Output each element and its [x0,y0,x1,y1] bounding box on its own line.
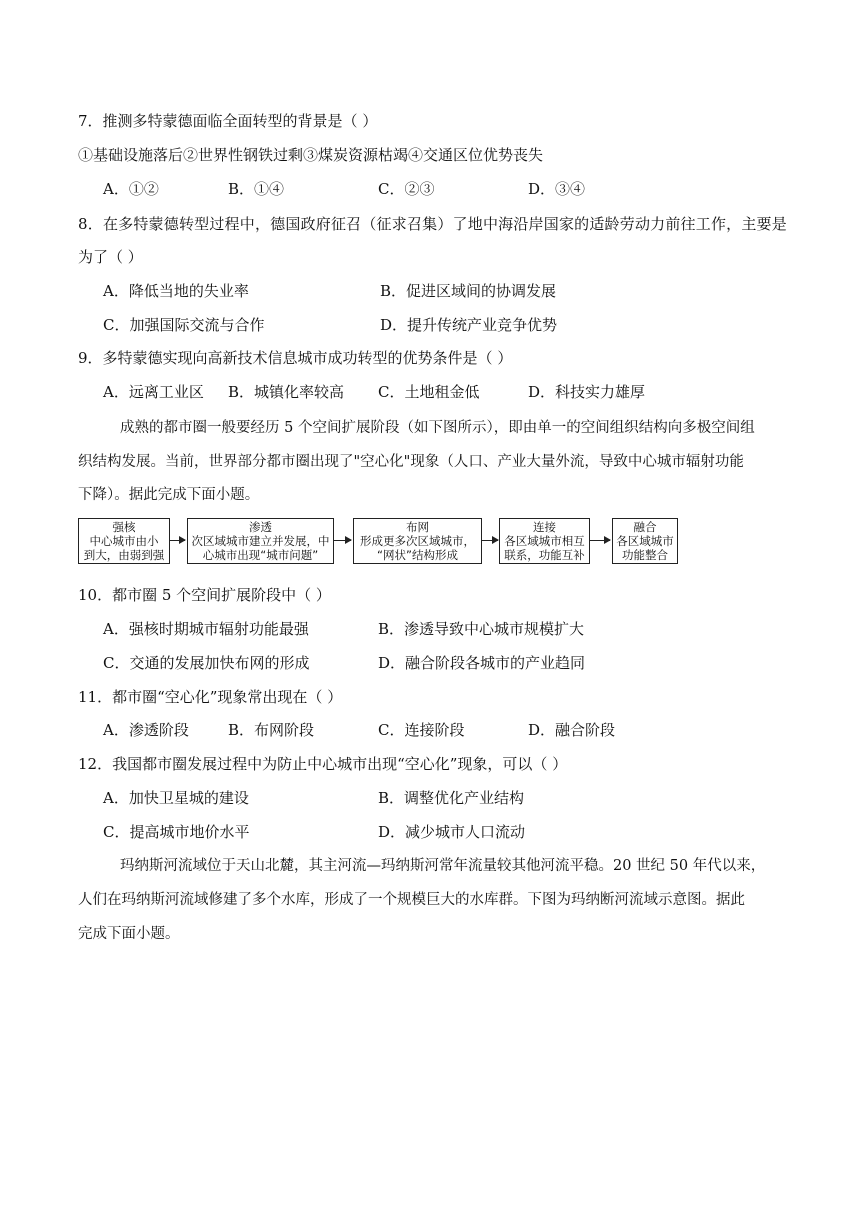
q12-stem: 12．我国都市圈发展过程中为防止中心城市出现“空心化”现象，可以（ ） [78,755,568,773]
q8-option-d[interactable]: D．提升传统产业竞争优势 [380,316,558,334]
passage1-line1: 成熟的都市圈一般要经历 5 个空间扩展阶段（如下图所示），即由单一的空间组织结构向多极空间组 [120,420,755,436]
q10-option-c[interactable]: C．交通的发展加快布网的形成 [103,654,310,672]
q8-stem-line1: 8．在多特蒙德转型过程中，德国政府征召（征求召集）了地中海沿岸国家的适龄劳动力前往工作，主要是 [78,215,787,233]
q9-option-d[interactable]: D．科技实力雄厚 [528,383,646,401]
q10-option-b[interactable]: B．渗透导致中心城市规模扩大 [378,620,585,638]
q7-option-a[interactable]: A．①② [103,180,159,198]
flow-stage-strong-core [78,518,170,564]
q10-option-d[interactable]: D．融合阶段各城市的产业趋同 [378,654,586,672]
passage2-line3: 完成下面小题。 [78,926,180,942]
flow-stage-connection [499,518,590,564]
flow-stage-title: 强核 [112,520,136,534]
q11-option-c[interactable]: C．连接阶段 [378,721,465,739]
flow-stage-desc: 形成更多次区域城市， [360,534,475,548]
flow-stage-desc: 各区域城市相互 [504,534,585,548]
q12-option-d[interactable]: D．减少城市人口流动 [378,823,526,841]
flow-stage-title: 布网 [406,520,429,534]
q11-option-b[interactable]: B．布网阶段 [228,721,315,739]
q8-stem-line2: 为了（ ） [78,248,143,266]
flow-stage-penetration [187,518,334,564]
q7-option-c[interactable]: C．②③ [378,180,435,198]
flow-arrow [482,540,498,541]
q7-stem: 7．推测多特蒙德面临全面转型的背景是（ ） [78,112,378,130]
passage1-line2: 织结构发展。当前，世界部分都市圈出现了"空心化"现象（人口、产业大量外流，导致中心城市辐射功能 [78,454,744,470]
passage2-line2: 人们在玛纳斯河流域修建了多个水库，形成了一个规模巨大的水库群。下图为玛纳断河流域示意图。据此 [78,892,745,908]
q9-option-a[interactable]: A．远离工业区 [103,383,204,401]
flow-stage-desc: 次区域城市建立并发展，中 [191,534,330,548]
q12-option-a[interactable]: A．加快卫星城的建设 [103,789,249,807]
flow-stage-integration [612,518,678,564]
q10-option-a[interactable]: A．强核时期城市辐射功能最强 [103,620,309,638]
flow-stage-desc: 功能整合 [622,548,668,562]
q10-stem: 10．都市圈 5 个空间扩展阶段中（ ） [78,586,331,604]
flow-arrow [590,540,610,541]
q12-option-b[interactable]: B．调整优化产业结构 [378,789,525,807]
q8-option-b[interactable]: B．促进区域间的协调发展 [380,282,557,300]
flow-stage-network [353,518,482,564]
q7-option-b[interactable]: B．①④ [228,180,285,198]
q12-option-c[interactable]: C．提高城市地价水平 [103,823,250,841]
passage1-line3: 下降）。据此完成下面小题。 [78,487,260,503]
q8-option-a[interactable]: A．降低当地的失业率 [103,282,249,300]
flow-stage-title: 融合 [633,520,657,534]
flow-stage-title: 连接 [533,520,556,534]
flow-stage-desc: 到大，由弱到强 [83,548,165,562]
flow-arrow [170,540,185,541]
flow-stage-desc: 各区域城市 [616,534,674,548]
q9-option-c[interactable]: C．土地租金低 [378,383,480,401]
passage2-line1: 玛纳斯河流域位于天山北麓，其主河流—玛纳斯河常年流量较其他河流平稳。20 世纪 50 年代以来， [120,858,766,874]
flow-stage-desc: 中心城市由小 [89,534,159,548]
q7-items: ①基础设施落后②世界性钢铁过剩③煤炭资源枯竭④交通区位优势丧失 [78,146,544,164]
q11-option-d[interactable]: D．融合阶段 [528,721,616,739]
q11-stem: 11．都市圈“空心化”现象常出现在（ ） [78,688,343,706]
q11-option-a[interactable]: A．渗透阶段 [103,721,189,739]
q8-option-c[interactable]: C．加强国际交流与合作 [103,316,265,334]
flow-stage-desc: 联系，功能互补 [504,548,585,562]
q9-stem: 9．多特蒙德实现向高新技术信息城市成功转型的优势条件是（ ） [78,349,513,367]
flow-stage-desc: “网状”结构形成 [377,548,458,562]
flow-stage-title: 渗透 [249,520,272,534]
q9-option-b[interactable]: B．城镇化率较高 [228,383,345,401]
flow-stage-desc: 心城市出现“城市问题” [202,548,319,562]
flow-arrow [334,540,351,541]
q7-option-d[interactable]: D．③④ [528,180,586,198]
